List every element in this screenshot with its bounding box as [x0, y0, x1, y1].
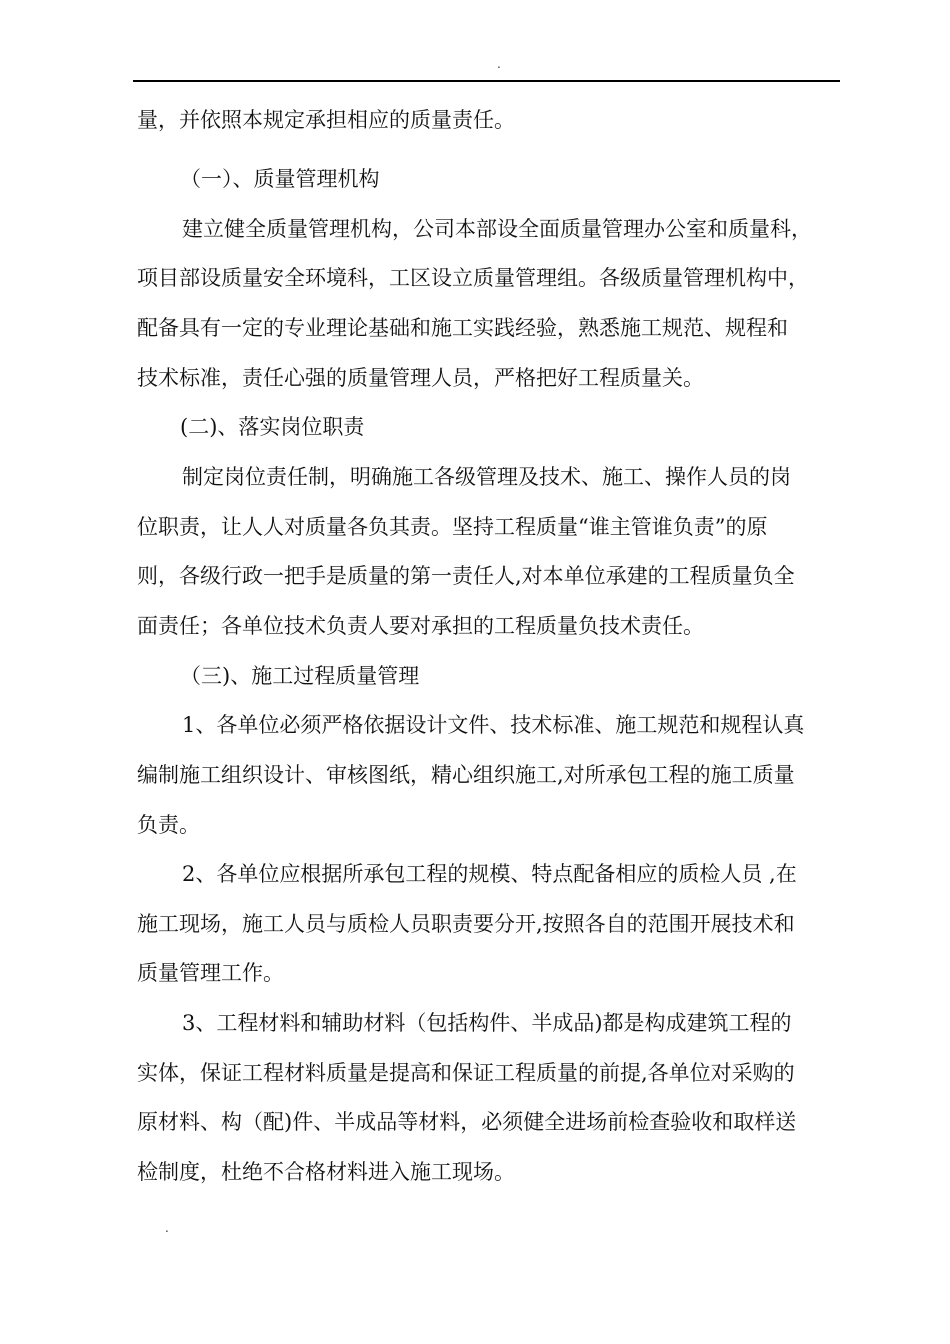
text-line: 面责任；各单位技术负责人要对承担的工程质量负技术责任。 — [137, 614, 704, 638]
text-line: 实体，保证工程材料质量是提高和保证工程质量的前提,各单位对采购的 — [137, 1061, 795, 1085]
text-line: 2、各单位应根据所承包工程的规模、特点配备相应的质检人员 ,在 — [182, 862, 797, 886]
text-line: 负责。 — [137, 813, 200, 837]
text-line: 位职责，让人人对质量各负其责。坚持工程质量“谁主管谁负责”的原 — [137, 515, 768, 539]
text-line: 则，各级行政一把手是质量的第一责任人,对本单位承建的工程质量负全 — [137, 564, 795, 588]
text-line: 项目部设质量安全环境科，工区设立质量管理组。各级质量管理机构中， — [137, 266, 809, 290]
text-line: 制定岗位责任制，明确施工各级管理及技术、施工、操作人员的岗 — [182, 465, 791, 489]
header-rule — [133, 80, 840, 82]
section-heading-2: (二)、落实岗位职责 — [180, 415, 365, 439]
text-line: 检制度，杜绝不合格材料进入施工现场。 — [137, 1160, 515, 1184]
header-marker: . — [497, 57, 501, 71]
text-line: 1、各单位必须严格依据设计文件、技术标准、施工规范和规程认真 — [182, 713, 805, 737]
section-heading-3: （三)、施工过程质量管理 — [180, 664, 420, 688]
text-line: 编制施工组织设计、审核图纸，精心组织施工,对所承包工程的施工质量 — [137, 763, 795, 787]
footer-marker: . — [165, 1221, 169, 1235]
text-line: 施工现场，施工人员与质检人员职责要分开,按照各自的范围开展技术和 — [137, 912, 795, 936]
text-line: 原材料、构（配)件、半成品等材料，必须健全进场前检查验收和取样送 — [137, 1110, 797, 1134]
text-line: 质量管理工作。 — [137, 961, 284, 985]
text-line: 技术标准，责任心强的质量管理人员，严格把好工程质量关。 — [137, 366, 704, 390]
section-heading-1: （一）、质量管理机构 — [180, 167, 380, 191]
text-line: 3、工程材料和辅助材料（包括构件、半成品)都是构成建筑工程的 — [182, 1011, 792, 1035]
text-line: 量，并依照本规定承担相应的质量责任。 — [137, 108, 515, 132]
text-line: 配备具有一定的专业理论基础和施工实践经验，熟悉施工规范、规程和 — [137, 316, 788, 340]
text-line: 建立健全质量管理机构，公司本部设全面质量管理办公室和质量科， — [182, 217, 812, 241]
